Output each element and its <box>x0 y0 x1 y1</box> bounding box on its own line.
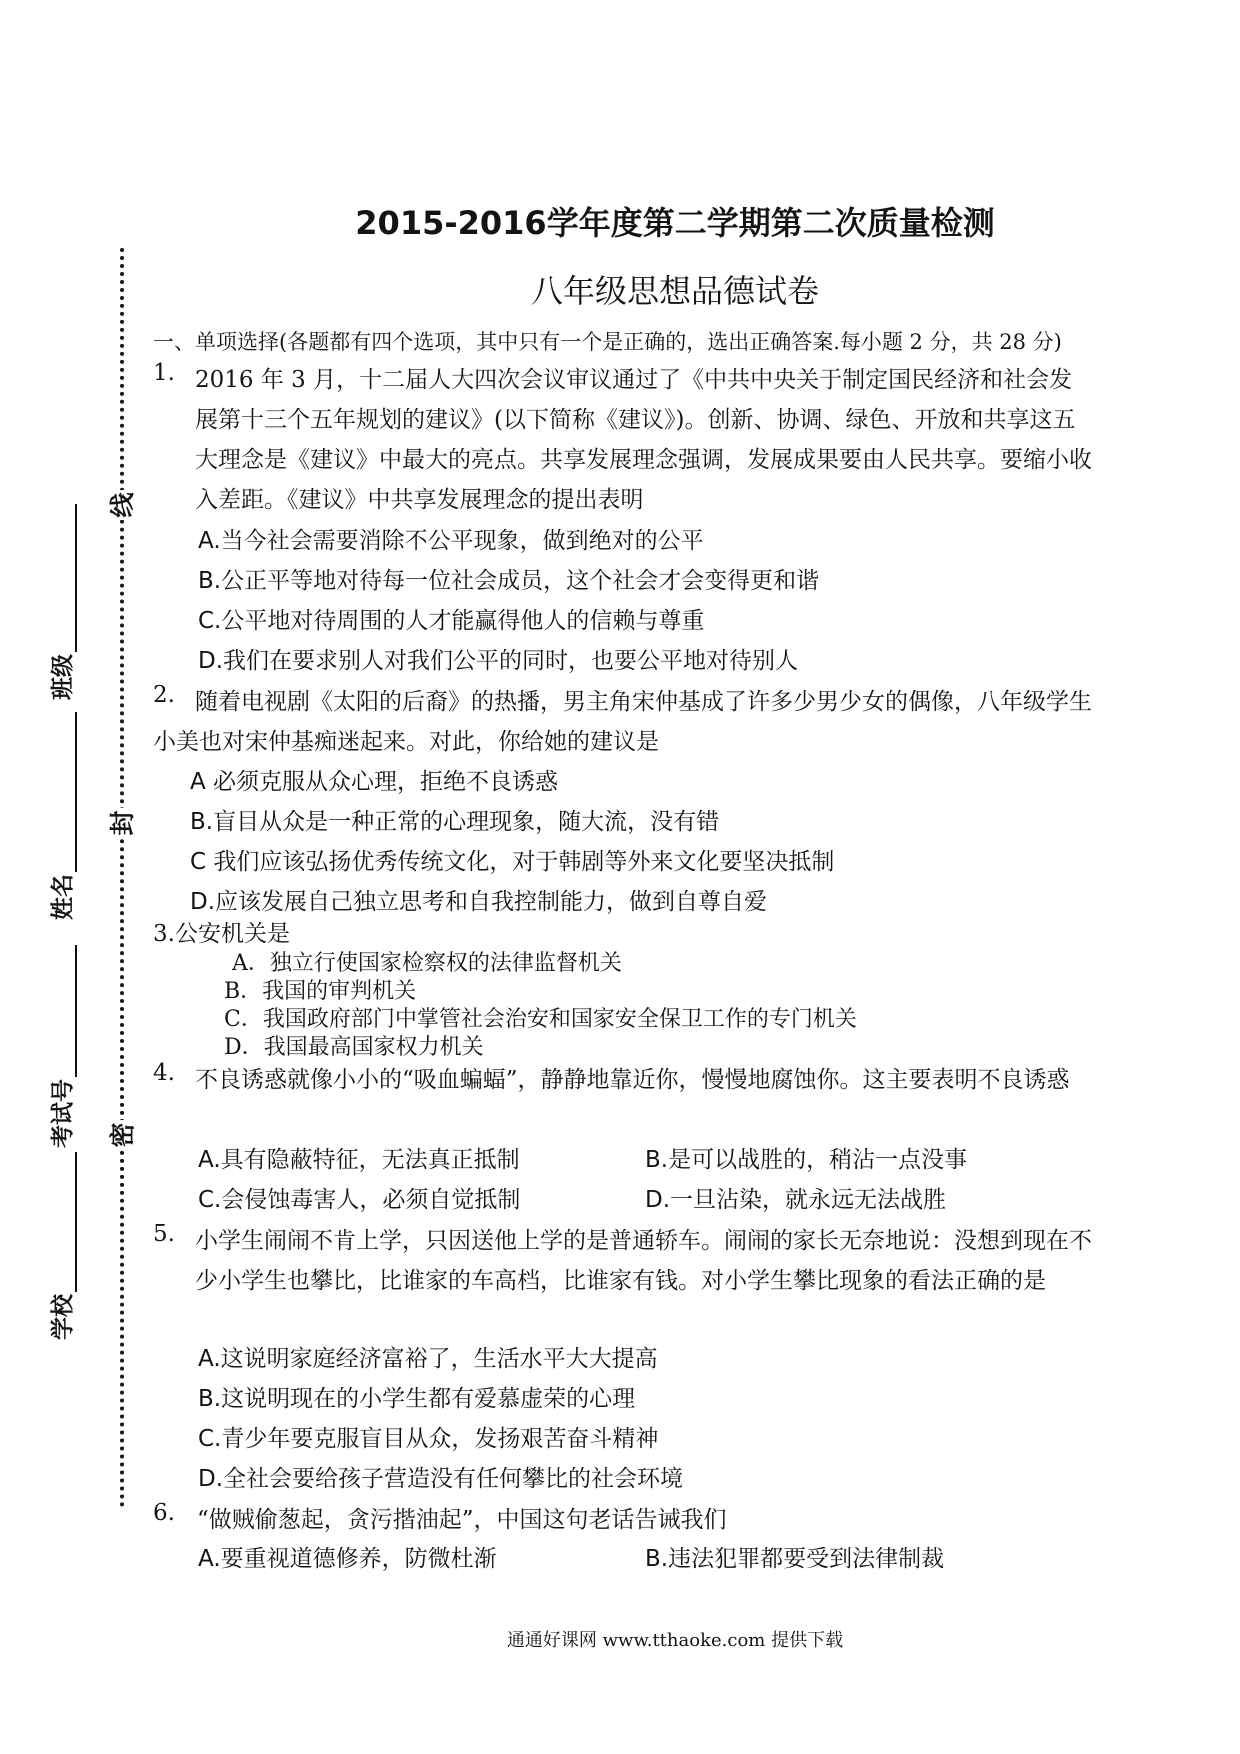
seal-char-xian: 线 <box>108 490 138 520</box>
q3-option-d[interactable]: D．我国最高国家权力机关 <box>224 1035 484 1060</box>
question-stem: 公安机关是 <box>174 921 290 947</box>
question-stem: 随着电视剧《太阳的后裔》的热播，男主角宋仲基成了许多少男少女的偶像，八年级学生小美也对宋仲基痴迷起来。对此，你给她的建议是 <box>153 689 1092 755</box>
question-4 <box>153 1060 1093 1100</box>
q1-option-c[interactable]: C.公平地对待周围的人才能赢得他人的信赖与尊重 <box>198 608 705 634</box>
field-exam-number <box>44 945 77 1148</box>
q1-option-d[interactable]: D.我们在要求别人对我们公平的同时，也要公平地对待别人 <box>198 648 799 674</box>
seal-char-feng: 封 <box>108 808 138 838</box>
exam-subtitle: 八年级思想品德试卷 <box>530 272 819 310</box>
q2-option-d[interactable]: D.应该发展自己独立思考和自我控制能力，做到自尊自爱 <box>190 889 768 915</box>
q3-option-b[interactable]: B．我国的审判机关 <box>224 979 417 1004</box>
q4-option-d[interactable]: D.一旦沾染，就永远无法战胜 <box>645 1187 947 1213</box>
q5-option-a[interactable]: A.这说明家庭经济富裕了，生活水平大大提高 <box>198 1346 658 1372</box>
question-stem: 2016 年 3 月，十二届人大四次会议审议通过了《中共中央关于制定国民经济和社会发展第十三个五年规划的建议》(以下简称《建议》)。创新、协调、绿色、开放和共享这五大理念是《建议》中最大的亮点。共享发展理念强调，发展成果要由人民共享。要缩小收入差距。《建议》中共享发展理念的提出表明 <box>195 367 1092 513</box>
q5-option-d[interactable]: D.全社会要给孩子营造没有任何攀比的社会环境 <box>198 1466 684 1492</box>
q5-option-c[interactable]: C.青少年要克服盲目从众，发扬艰苦奋斗精神 <box>198 1426 659 1452</box>
q3-option-c[interactable]: C．我国政府部门中掌管社会治安和国家安全保卫工作的专门机关 <box>224 1007 857 1032</box>
field-exam-number-label: 考试号 <box>50 1079 76 1148</box>
question-number: 5. <box>153 1221 175 1247</box>
field-name-label: 姓名 <box>50 874 76 920</box>
question-3 <box>153 915 1093 948</box>
field-school-blank[interactable] <box>51 1152 77 1292</box>
exam-title: 2015-2016学年度第二学期第二次质量检测 <box>355 204 995 242</box>
field-name-blank[interactable] <box>51 712 77 872</box>
question-number: 4. <box>153 1060 175 1086</box>
field-school-label: 学校 <box>50 1294 76 1340</box>
q2-option-c[interactable]: C 我们应该弘扬优秀传统文化，对于韩剧等外来文化要坚决抵制 <box>190 849 835 875</box>
q1-option-b[interactable]: B.公正平等地对待每一位社会成员，这个社会才会变得更和谐 <box>198 568 820 594</box>
q2-option-a[interactable]: A 必须克服从众心理，拒绝不良诱惑 <box>190 769 559 795</box>
question-stem: 不良诱惑就像小小的“吸血蝙蝠”，静静地靠近你，慢慢地腐蚀你。这主要表明不良诱惑 <box>195 1067 1070 1093</box>
question-number: 3. <box>153 921 175 947</box>
field-class-label: 班级 <box>50 654 76 700</box>
question-stem: 小学生闹闹不肯上学，只因送他上学的是普通轿车。闹闹的家长无奈地说：没想到现在不少小学生也攀比，比谁家的车高档，比谁家有钱。对小学生攀比现象的看法正确的是 <box>195 1228 1092 1294</box>
question-5 <box>153 1221 1093 1301</box>
field-school <box>44 1152 77 1340</box>
q6-option-b[interactable]: B.违法犯罪都要受到法律制裁 <box>645 1546 945 1572</box>
field-class-blank[interactable] <box>51 504 77 652</box>
q2-option-b[interactable]: B.盲目从众是一种正常的心理现象，随大流，没有错 <box>190 809 720 835</box>
seal-char-mi: 密 <box>108 1120 138 1150</box>
page-footer: 通通好课网 www.tthaoke.com 提供下载 <box>506 1630 844 1651</box>
q4-option-b[interactable]: B.是可以战胜的，稍沾一点没事 <box>645 1147 968 1173</box>
question-number: 1. <box>153 360 175 386</box>
question-number: 2. <box>153 682 175 708</box>
q3-option-a[interactable]: A．独立行使国家检察权的法律监督机关 <box>232 951 622 976</box>
q4-option-c[interactable]: C.会侵蚀毒害人，必须自觉抵制 <box>198 1187 521 1213</box>
question-2 <box>153 682 1093 762</box>
binding-dotted-line <box>120 248 124 1508</box>
q1-option-a[interactable]: A.当今社会需要消除不公平现象，做到绝对的公平 <box>198 528 704 554</box>
q4-option-a[interactable]: A.具有隐蔽特征，无法真正抵制 <box>198 1147 520 1173</box>
q5-option-b[interactable]: B.这说明现在的小学生都有爱慕虚荣的心理 <box>198 1386 636 1412</box>
question-number: 6. <box>153 1500 175 1526</box>
field-class <box>44 504 77 700</box>
question-1 <box>153 360 1093 520</box>
field-exam-number-blank[interactable] <box>51 945 77 1077</box>
question-6 <box>153 1500 1093 1540</box>
question-stem: “做贼偷葱起，贪污揩油起”，中国这句老话告诫我们 <box>197 1507 727 1533</box>
section-heading: 一、单项选择(各题都有四个选项，其中只有一个是正确的，选出正确答案.每小题 2 分，共 28 分) <box>153 330 1062 354</box>
q6-option-a[interactable]: A.要重视道德修养，防微杜渐 <box>198 1546 497 1572</box>
field-name <box>44 712 77 920</box>
